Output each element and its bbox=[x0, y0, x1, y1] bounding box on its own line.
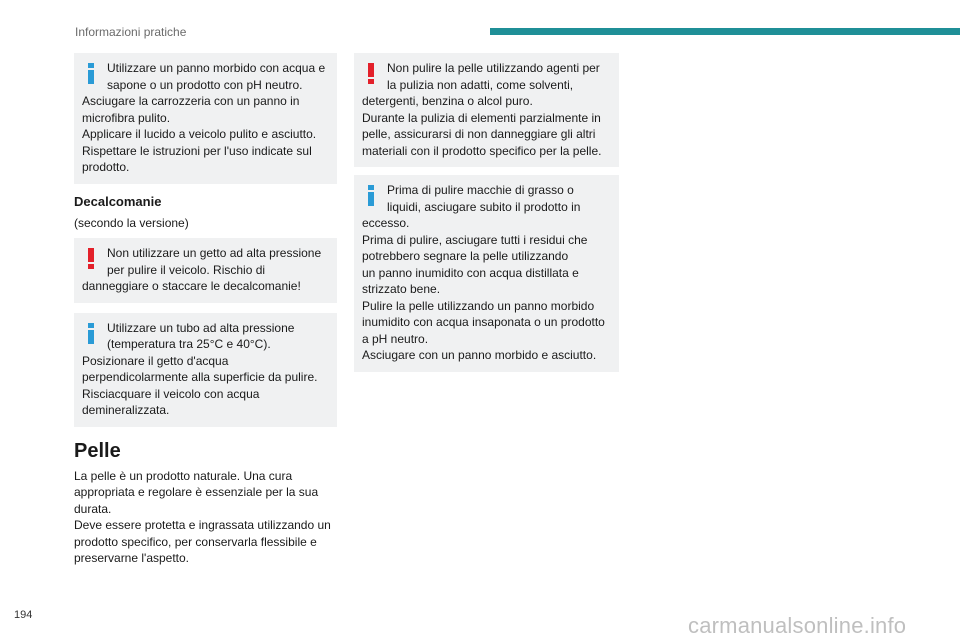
box-line: strizzato bene. bbox=[362, 282, 441, 296]
leather-text bbox=[74, 468, 337, 567]
box-line: per pulire il veicolo. Rischio di bbox=[107, 262, 266, 277]
box-line: eccesso. bbox=[362, 216, 410, 230]
box-line: materiali con il prodotto specifico per la pelle. bbox=[362, 143, 602, 158]
info-box-high-pressure bbox=[74, 313, 337, 427]
page-number: 194 bbox=[14, 609, 33, 621]
box-line: Posizionare il getto d'acqua bbox=[82, 353, 229, 368]
left-column bbox=[74, 53, 337, 567]
box-line: Pulire la pelle utilizzando un panno morbido bbox=[362, 298, 595, 313]
info-box-carrozzeria bbox=[74, 53, 337, 184]
box-line: Prima di pulire, asciugare tutti i residui che bbox=[362, 232, 588, 247]
text-line: prodotto specifico, per conservarla flessibile e bbox=[74, 534, 317, 549]
text-line: preservarne l'aspetto. bbox=[74, 551, 190, 565]
box-line: potrebbero segnare la pelle utilizzando bbox=[362, 249, 569, 263]
info-icon bbox=[368, 185, 374, 206]
box-line: Utilizzare un tubo ad alta pressione bbox=[107, 320, 295, 335]
box-line: prodotto. bbox=[82, 160, 130, 174]
warning-box-decal bbox=[74, 238, 337, 303]
box-line: detergenti, benzina o alcol puro. bbox=[362, 94, 533, 108]
box-line: microfibra pulito. bbox=[82, 110, 171, 125]
warning-icon bbox=[368, 63, 374, 84]
box-line: Non pulire la pelle utilizzando agenti per bbox=[387, 61, 600, 75]
text-line: La pelle è un prodotto naturale. Una cura bbox=[74, 468, 293, 483]
decal-heading: Decalcomanie bbox=[74, 193, 162, 209]
decal-note: (secondo la versione) bbox=[74, 215, 189, 230]
box-line: demineralizzata. bbox=[82, 403, 170, 417]
box-line: Asciugare la carrozzeria con un panno in bbox=[82, 94, 300, 108]
header-accent-bar bbox=[490, 28, 960, 35]
box-line: Utilizzare un panno morbido con acqua e bbox=[107, 61, 326, 75]
warning-box-leather bbox=[354, 53, 619, 167]
box-line: perpendicolarmente alla superficie da pulire. bbox=[82, 370, 318, 384]
box-line: liquidi, asciugare subito il prodotto in bbox=[387, 199, 581, 214]
box-line: Risciacquare il veicolo con acqua bbox=[82, 386, 260, 401]
watermark: carmanualsonline.info bbox=[688, 613, 907, 638]
box-line: Prima di pulire macchie di grasso o bbox=[387, 183, 574, 197]
leather-heading: Pelle bbox=[74, 439, 121, 462]
box-line: Rispettare le istruzioni per l'uso indicate sul bbox=[82, 143, 312, 158]
right-column bbox=[354, 53, 619, 372]
info-icon bbox=[88, 323, 94, 344]
text-line: durata. bbox=[74, 501, 112, 516]
box-line: Asciugare con un panno morbido e asciutto. bbox=[362, 348, 597, 362]
box-line: danneggiare o staccare le decalcomanie! bbox=[82, 279, 301, 293]
info-box-leather-stains bbox=[354, 175, 619, 372]
info-icon bbox=[88, 63, 94, 84]
box-line: un panno inumidito con acqua distillata e bbox=[362, 265, 579, 280]
box-line: Non utilizzare un getto ad alta pressione bbox=[107, 246, 322, 260]
box-line: sapone o un prodotto con pH neutro. bbox=[107, 77, 303, 92]
box-line: a pH neutro. bbox=[362, 331, 429, 346]
box-line: Durante la pulizia di elementi parzialmente in bbox=[362, 110, 601, 125]
section-title: Informazioni pratiche bbox=[75, 25, 187, 39]
box-line: pelle, assicurarsi di non danneggiare gli altri bbox=[362, 127, 596, 141]
text-line: appropriata e regolare è essenziale per la sua bbox=[74, 485, 319, 499]
warning-icon bbox=[88, 248, 94, 269]
box-line: inumidito con acqua insaponata o un prodotto bbox=[362, 315, 605, 329]
box-line: (temperatura tra 25°C e 40°C). bbox=[107, 337, 271, 351]
text-line: Deve essere protetta e ingrassata utilizzando un bbox=[74, 518, 331, 532]
box-line: la pulizia non adatti, come solventi, bbox=[387, 77, 574, 92]
box-line: Applicare il lucido a veicolo pulito e asciutto. bbox=[82, 127, 317, 141]
